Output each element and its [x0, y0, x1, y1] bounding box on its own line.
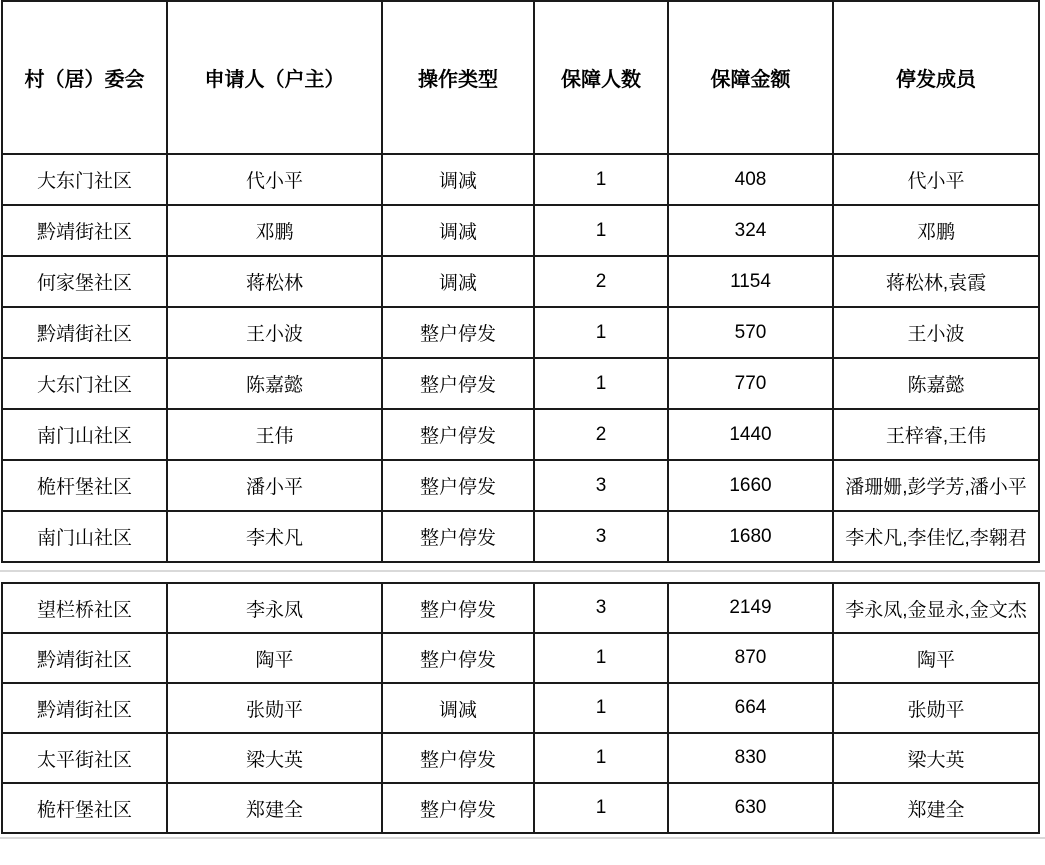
cell-applicant: 张勋平 [167, 683, 382, 733]
cell-operation: 整户停发 [382, 307, 534, 358]
cell-stopped-members: 蒋松林,袁霞 [833, 256, 1039, 307]
cell-stopped-members: 李永凤,金显永,金文杰 [833, 583, 1039, 633]
cell-amount: 1680 [668, 511, 833, 562]
cell-applicant: 李术凡 [167, 511, 382, 562]
cell-stopped-members: 李术凡,李佳忆,李翱君 [833, 511, 1039, 562]
cell-committee: 南门山社区 [2, 409, 167, 460]
cell-applicant: 王伟 [167, 409, 382, 460]
cell-count: 1 [534, 633, 668, 683]
cell-operation: 整户停发 [382, 358, 534, 409]
cell-count: 1 [534, 205, 668, 256]
cell-stopped-members: 代小平 [833, 154, 1039, 205]
cell-committee: 黔靖街社区 [2, 683, 167, 733]
cell-amount: 1660 [668, 460, 833, 511]
cell-amount: 870 [668, 633, 833, 683]
cell-applicant: 郑建全 [167, 783, 382, 833]
column-header-committee: 村（居）委会 [2, 1, 167, 154]
cell-amount: 1440 [668, 409, 833, 460]
cell-count: 1 [534, 683, 668, 733]
section-separator-line [0, 570, 1045, 572]
table-row [2, 633, 1039, 683]
cell-applicant: 潘小平 [167, 460, 382, 511]
table-header-row [2, 1, 1039, 154]
cell-operation: 整户停发 [382, 460, 534, 511]
cell-amount: 630 [668, 783, 833, 833]
benefit-table-upper-section [1, 0, 1040, 563]
table-row [2, 783, 1039, 833]
cell-amount: 324 [668, 205, 833, 256]
cell-stopped-members: 梁大英 [833, 733, 1039, 783]
column-header-applicant: 申请人（户主） [167, 1, 382, 154]
cell-stopped-members: 郑建全 [833, 783, 1039, 833]
cell-amount: 2149 [668, 583, 833, 633]
cell-stopped-members: 邓鹏 [833, 205, 1039, 256]
cell-operation: 调减 [382, 205, 534, 256]
column-header-amount: 保障金额 [668, 1, 833, 154]
column-header-count: 保障人数 [534, 1, 668, 154]
cell-committee: 桅杆堡社区 [2, 460, 167, 511]
cell-committee: 大东门社区 [2, 358, 167, 409]
cell-count: 3 [534, 583, 668, 633]
cell-applicant: 李永凤 [167, 583, 382, 633]
cell-operation: 调减 [382, 256, 534, 307]
cell-applicant: 陈嘉懿 [167, 358, 382, 409]
cell-amount: 1154 [668, 256, 833, 307]
cell-stopped-members: 张勋平 [833, 683, 1039, 733]
cell-committee: 南门山社区 [2, 511, 167, 562]
cell-stopped-members: 潘珊姗,彭学芳,潘小平 [833, 460, 1039, 511]
cell-count: 1 [534, 307, 668, 358]
cell-committee: 大东门社区 [2, 154, 167, 205]
cell-applicant: 梁大英 [167, 733, 382, 783]
table-row [2, 733, 1039, 783]
cell-operation: 整户停发 [382, 409, 534, 460]
cell-amount: 570 [668, 307, 833, 358]
cell-count: 1 [534, 733, 668, 783]
cell-committee: 黔靖街社区 [2, 633, 167, 683]
column-header-operation: 操作类型 [382, 1, 534, 154]
cell-committee: 黔靖街社区 [2, 205, 167, 256]
cell-operation: 调减 [382, 683, 534, 733]
cell-committee: 黔靖街社区 [2, 307, 167, 358]
table-row [2, 511, 1039, 562]
cell-committee: 太平街社区 [2, 733, 167, 783]
table-row [2, 154, 1039, 205]
cell-stopped-members: 王梓睿,王伟 [833, 409, 1039, 460]
cell-applicant: 王小波 [167, 307, 382, 358]
cell-count: 2 [534, 409, 668, 460]
cell-amount: 408 [668, 154, 833, 205]
cell-operation: 调减 [382, 154, 534, 205]
cell-committee: 望栏桥社区 [2, 583, 167, 633]
cell-stopped-members: 王小波 [833, 307, 1039, 358]
cell-amount: 830 [668, 733, 833, 783]
cell-committee: 桅杆堡社区 [2, 783, 167, 833]
cell-operation: 整户停发 [382, 783, 534, 833]
cell-applicant: 代小平 [167, 154, 382, 205]
cell-count: 1 [534, 154, 668, 205]
benefit-table-lower-section [1, 582, 1040, 834]
cell-committee: 何家堡社区 [2, 256, 167, 307]
cell-count: 1 [534, 783, 668, 833]
cell-stopped-members: 陶平 [833, 633, 1039, 683]
cell-applicant: 蒋松林 [167, 256, 382, 307]
bottom-gridline [0, 837, 1045, 839]
table-row [2, 205, 1039, 256]
table-row [2, 683, 1039, 733]
cell-operation: 整户停发 [382, 583, 534, 633]
cell-count: 3 [534, 511, 668, 562]
table-row [2, 583, 1039, 633]
cell-count: 3 [534, 460, 668, 511]
cell-amount: 770 [668, 358, 833, 409]
cell-count: 2 [534, 256, 668, 307]
table-row [2, 358, 1039, 409]
cell-operation: 整户停发 [382, 733, 534, 783]
table-row [2, 307, 1039, 358]
cell-amount: 664 [668, 683, 833, 733]
table-row [2, 409, 1039, 460]
cell-operation: 整户停发 [382, 633, 534, 683]
cell-operation: 整户停发 [382, 511, 534, 562]
cell-applicant: 陶平 [167, 633, 382, 683]
cell-applicant: 邓鹏 [167, 205, 382, 256]
cell-stopped-members: 陈嘉懿 [833, 358, 1039, 409]
column-header-stopped-members: 停发成员 [833, 1, 1039, 154]
cell-count: 1 [534, 358, 668, 409]
table-row [2, 256, 1039, 307]
table-row [2, 460, 1039, 511]
